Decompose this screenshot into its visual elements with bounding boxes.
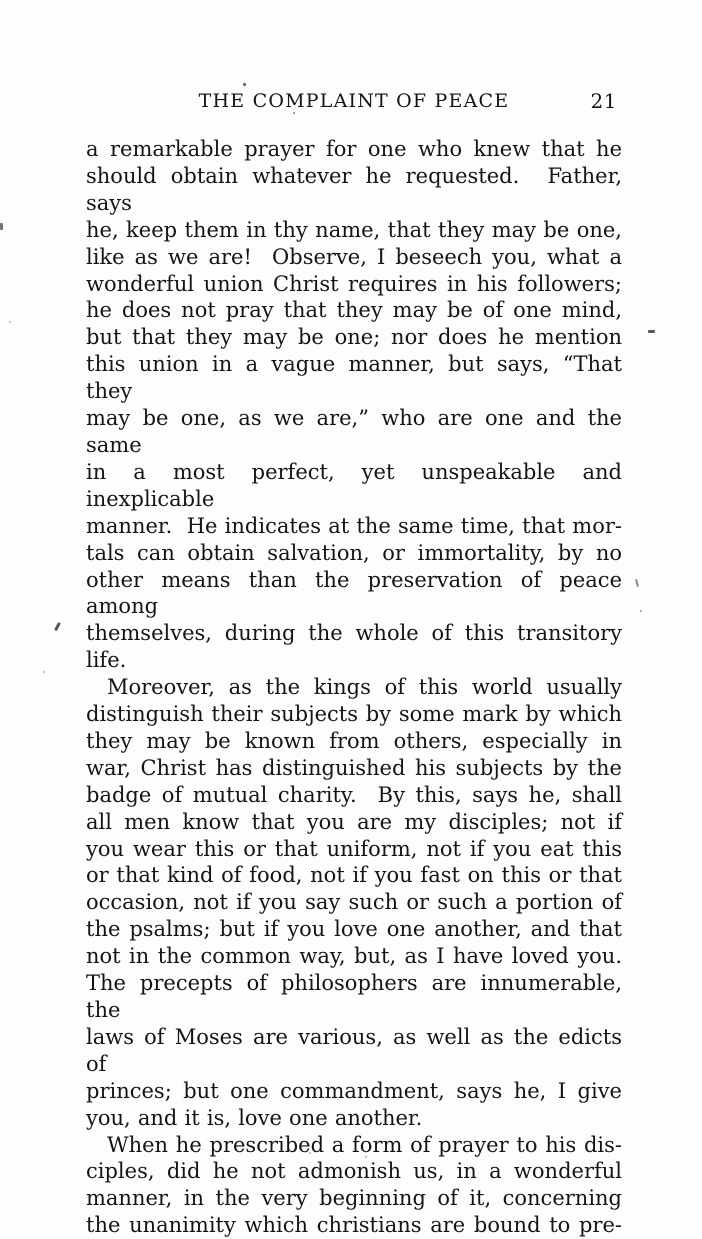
text-line: a remarkable prayer for one who knew that he [86, 137, 622, 161]
text-line: may be one, as we are,” who are one and the same [86, 406, 622, 457]
scan-speck [355, 1113, 357, 1115]
text-line: life. [86, 648, 127, 673]
text-line: like as we are! Observe, I beseech you, what a [86, 244, 622, 269]
scan-speck [635, 579, 639, 587]
text-line: manner, in the very beginning of it, concerning [86, 1186, 622, 1211]
paragraph [86, 674, 622, 1131]
text-line: Moreover, as the kings of this world usually [107, 675, 622, 700]
text-line: themselves, during the whole of this transitory [86, 621, 622, 646]
text-line: manner. He indicates at the same time, that mor- [86, 513, 622, 538]
text-line: war, Christ has distinguished his subjects by the [86, 755, 622, 780]
text-line: the psalms; but if you love one another, and that [86, 917, 622, 942]
text-line: this union in a vague manner, but says, “That they [86, 352, 622, 404]
page-number: 21 [590, 89, 617, 113]
scan-speck [309, 1152, 311, 1154]
text-line: they may be known from others, especially in [86, 728, 622, 753]
scan-speck [365, 1156, 367, 1158]
text-line: not in the common way, but, as I have loved you. [86, 944, 622, 969]
text-line: the unanimity which christians are bound to pre- [86, 1213, 622, 1238]
scan-speck [648, 330, 655, 333]
text-line: badge of mutual charity. By this, says he, shall [86, 782, 622, 807]
text-line: he does not pray that they may be of one mind, [86, 298, 622, 323]
text-line: you, and it is, love one another. [86, 1105, 423, 1130]
text-line: in a most perfect, yet unspeakable and inexplicable [86, 459, 622, 511]
running-title: THE COMPLAINT OF PEACE [198, 90, 510, 112]
text-line: or that kind of food, not if you fast on this or that [86, 863, 622, 888]
scan-speck [579, 520, 581, 522]
text-line: occasion, not if you say such or such a portion of [86, 890, 622, 915]
text-line: all men know that you are my disciples; not if [86, 809, 622, 834]
paragraph [86, 136, 622, 674]
text-line: The precepts of philosophers are innumerable, the [86, 971, 622, 1022]
scan-speck [54, 622, 60, 631]
scan-speck [9, 321, 11, 323]
scan-speck [243, 83, 246, 86]
text-line: princes; but one commandment, says he, I give [86, 1078, 622, 1103]
text-line: should obtain whatever he requested. Father, says [86, 163, 622, 215]
scan-speck [0, 223, 3, 230]
text-body [86, 136, 622, 1239]
scan-speck [293, 112, 295, 114]
text-line: distinguish their subjects by some mark by which [86, 702, 622, 727]
text-line: laws of Moses are various, as well as the edicts of [86, 1024, 622, 1076]
text-line: wonderful union Christ requires in his followers; [86, 271, 622, 296]
text-line: When he prescribed a form of prayer to his dis- [107, 1132, 622, 1157]
paragraph [86, 1132, 622, 1239]
page-header [86, 90, 622, 116]
text-line: but that they may be one; nor does he mention [86, 325, 622, 350]
text-line: other means than the preservation of peace among [86, 567, 622, 619]
text-line: ciples, did he not admonish us, in a wonderful [86, 1159, 622, 1184]
scan-speck [640, 610, 642, 612]
scan-speck [43, 671, 45, 673]
text-line: tals can obtain salvation, or immortality, by no [86, 540, 622, 565]
text-line: he, keep them in thy name, that they may be one, [86, 217, 622, 242]
text-line: you wear this or that uniform, not if you eat this [86, 836, 622, 861]
